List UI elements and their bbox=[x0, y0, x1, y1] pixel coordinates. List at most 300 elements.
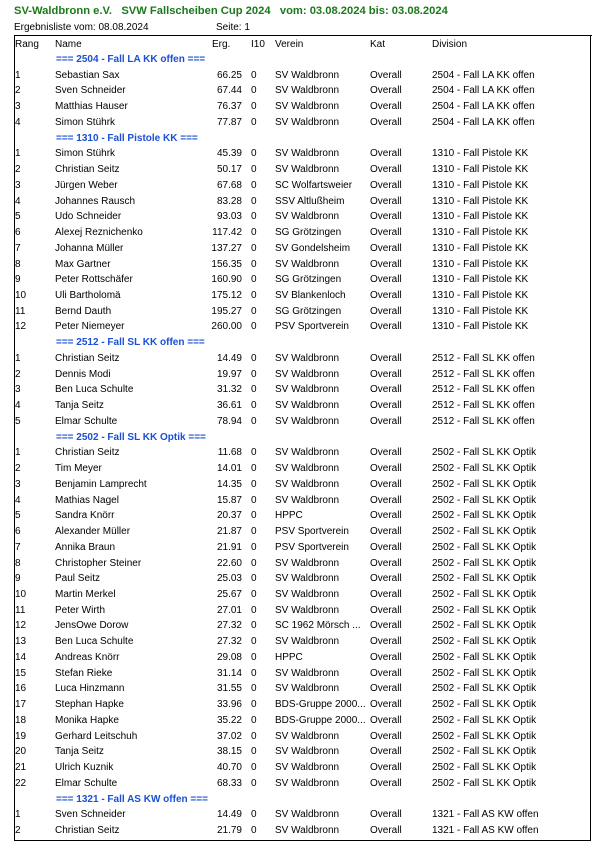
category-cell: Overall bbox=[370, 809, 402, 821]
category-cell: Overall bbox=[370, 478, 402, 490]
i10-cell: 0 bbox=[251, 777, 257, 789]
club-cell: HPPC bbox=[275, 651, 303, 663]
section-header bbox=[0, 131, 604, 147]
result-cell: 137.27 bbox=[211, 242, 242, 254]
division-cell: 2512 - Fall SL KK offen bbox=[432, 384, 535, 396]
result-cell: 36.61 bbox=[216, 400, 242, 412]
club-cell: SV Waldbronn bbox=[275, 415, 340, 427]
result-cell: 195.27 bbox=[211, 305, 242, 317]
division-cell: 1310 - Fall Pistole KK bbox=[432, 164, 529, 176]
column-header-erg: Erg. bbox=[212, 39, 231, 50]
rank-cell: 3 bbox=[15, 384, 21, 396]
result-cell: 156.35 bbox=[211, 258, 242, 270]
table-row bbox=[0, 776, 604, 792]
rank-cell: 7 bbox=[15, 242, 21, 254]
column-header-i10: I10 bbox=[251, 39, 265, 50]
division-cell: 1310 - Fall Pistole KK bbox=[432, 258, 529, 270]
table-row bbox=[0, 681, 604, 697]
division-cell: 2502 - Fall SL KK Optik bbox=[432, 667, 537, 679]
column-header-rang: Rang bbox=[15, 39, 39, 50]
table-row bbox=[0, 83, 604, 99]
name-cell: Paul Seitz bbox=[55, 573, 101, 585]
table-row bbox=[0, 288, 604, 304]
division-cell: 1310 - Fall Pistole KK bbox=[432, 195, 529, 207]
category-cell: Overall bbox=[370, 352, 402, 364]
i10-cell: 0 bbox=[251, 179, 257, 191]
club-cell: SV Waldbronn bbox=[275, 636, 340, 648]
division-cell: 1310 - Fall Pistole KK bbox=[432, 148, 529, 160]
i10-cell: 0 bbox=[251, 447, 257, 459]
club-cell: SV Waldbronn bbox=[275, 478, 340, 490]
name-cell: Simon Stührk bbox=[55, 116, 116, 128]
division-cell: 2502 - Fall SL KK Optik bbox=[432, 478, 537, 490]
rank-cell: 4 bbox=[15, 494, 21, 506]
rank-cell: 3 bbox=[15, 101, 21, 113]
name-cell: Luca Hinzmann bbox=[55, 683, 125, 695]
name-cell: Christian Seitz bbox=[55, 447, 120, 459]
column-header-verein: Verein bbox=[275, 39, 304, 50]
i10-cell: 0 bbox=[251, 321, 257, 333]
i10-cell: 0 bbox=[251, 415, 257, 427]
results-table bbox=[0, 52, 604, 839]
rank-cell: 5 bbox=[15, 211, 21, 223]
rank-cell: 10 bbox=[15, 588, 27, 600]
division-cell: 2504 - Fall LA KK offen bbox=[432, 116, 535, 128]
i10-cell: 0 bbox=[251, 85, 257, 97]
rank-cell: 5 bbox=[15, 415, 21, 427]
division-cell: 2502 - Fall SL KK Optik bbox=[432, 699, 537, 711]
division-cell: 1310 - Fall Pistole KK bbox=[432, 274, 529, 286]
result-cell: 38.15 bbox=[216, 746, 242, 758]
name-cell: Uli Bartholomä bbox=[55, 290, 121, 302]
i10-cell: 0 bbox=[251, 557, 257, 569]
division-cell: 2502 - Fall SL KK Optik bbox=[432, 604, 537, 616]
club-cell: SV Waldbronn bbox=[275, 573, 340, 585]
rank-cell: 2 bbox=[15, 368, 21, 380]
category-cell: Overall bbox=[370, 164, 402, 176]
category-cell: Overall bbox=[370, 321, 402, 333]
category-cell: Overall bbox=[370, 69, 402, 81]
club-cell: SV Blankenloch bbox=[275, 290, 346, 302]
club-cell: SG Grötzingen bbox=[275, 274, 342, 286]
category-cell: Overall bbox=[370, 824, 402, 836]
name-cell: Christian Seitz bbox=[55, 164, 120, 176]
i10-cell: 0 bbox=[251, 730, 257, 742]
table-row bbox=[0, 477, 604, 493]
i10-cell: 0 bbox=[251, 746, 257, 758]
category-cell: Overall bbox=[370, 573, 402, 585]
club-cell: SV Waldbronn bbox=[275, 447, 340, 459]
club-cell: SV Waldbronn bbox=[275, 368, 340, 380]
rank-cell: 1 bbox=[15, 809, 21, 821]
name-cell: JensOwe Dorow bbox=[55, 620, 129, 632]
name-cell: Johanna Müller bbox=[55, 242, 124, 254]
result-cell: 21.87 bbox=[216, 526, 242, 538]
rank-cell: 12 bbox=[15, 620, 27, 632]
name-cell: Simon Stührk bbox=[55, 148, 116, 160]
name-cell: Alexej Reznichenko bbox=[55, 227, 143, 239]
page-number-label: Seite: 1 bbox=[216, 22, 250, 33]
i10-cell: 0 bbox=[251, 148, 257, 160]
category-cell: Overall bbox=[370, 699, 402, 711]
table-row bbox=[0, 634, 604, 650]
category-cell: Overall bbox=[370, 730, 402, 742]
name-cell: Martin Merkel bbox=[55, 588, 116, 600]
table-row bbox=[0, 729, 604, 745]
rank-cell: 1 bbox=[15, 447, 21, 459]
table-row bbox=[0, 68, 604, 84]
i10-cell: 0 bbox=[251, 541, 257, 553]
result-cell: 77.87 bbox=[216, 116, 242, 128]
category-cell: Overall bbox=[370, 714, 402, 726]
name-cell: Elmar Schulte bbox=[55, 415, 118, 427]
name-cell: Sandra Knörr bbox=[55, 510, 115, 522]
result-cell: 22.60 bbox=[216, 557, 242, 569]
category-cell: Overall bbox=[370, 211, 402, 223]
name-cell: Stefan Rieke bbox=[55, 667, 113, 679]
i10-cell: 0 bbox=[251, 478, 257, 490]
category-cell: Overall bbox=[370, 116, 402, 128]
table-row bbox=[0, 115, 604, 131]
category-cell: Overall bbox=[370, 746, 402, 758]
table-row bbox=[0, 760, 604, 776]
club-cell: SV Waldbronn bbox=[275, 352, 340, 364]
club-cell: PSV Sportverein bbox=[275, 526, 349, 538]
category-cell: Overall bbox=[370, 258, 402, 270]
rank-cell: 2 bbox=[15, 164, 21, 176]
rank-cell: 11 bbox=[15, 604, 26, 616]
rank-cell: 11 bbox=[15, 305, 26, 317]
i10-cell: 0 bbox=[251, 258, 257, 270]
rank-cell: 3 bbox=[15, 179, 21, 191]
result-cell: 14.49 bbox=[216, 352, 242, 364]
club-cell: SV Waldbronn bbox=[275, 746, 340, 758]
rank-cell: 16 bbox=[15, 683, 27, 695]
i10-cell: 0 bbox=[251, 824, 257, 836]
i10-cell: 0 bbox=[251, 227, 257, 239]
club-cell: SV Waldbronn bbox=[275, 148, 340, 160]
table-row bbox=[0, 744, 604, 760]
club-cell: SV Waldbronn bbox=[275, 211, 340, 223]
table-row bbox=[0, 618, 604, 634]
table-row bbox=[0, 713, 604, 729]
rank-cell: 1 bbox=[15, 69, 21, 81]
name-cell: Jürgen Weber bbox=[55, 179, 118, 191]
rank-cell: 21 bbox=[15, 762, 27, 774]
division-cell: 2502 - Fall SL KK Optik bbox=[432, 463, 537, 475]
division-cell: 1310 - Fall Pistole KK bbox=[432, 227, 529, 239]
i10-cell: 0 bbox=[251, 588, 257, 600]
division-cell: 2502 - Fall SL KK Optik bbox=[432, 777, 537, 789]
rank-cell: 3 bbox=[15, 478, 21, 490]
rank-cell: 4 bbox=[15, 400, 21, 412]
table-row bbox=[0, 225, 604, 241]
category-cell: Overall bbox=[370, 85, 402, 97]
result-cell: 67.44 bbox=[216, 85, 242, 97]
name-cell: Udo Schneider bbox=[55, 211, 122, 223]
list-date-label: Ergebnisliste vom: 08.08.2024 bbox=[14, 22, 149, 33]
table-row bbox=[0, 178, 604, 194]
column-header-kat: Kat bbox=[370, 39, 386, 50]
category-cell: Overall bbox=[370, 588, 402, 600]
i10-cell: 0 bbox=[251, 400, 257, 412]
category-cell: Overall bbox=[370, 494, 402, 506]
name-cell: Elmar Schulte bbox=[55, 777, 118, 789]
division-cell: 2502 - Fall SL KK Optik bbox=[432, 730, 537, 742]
table-row bbox=[0, 587, 604, 603]
column-header-division: Division bbox=[432, 39, 468, 50]
category-cell: Overall bbox=[370, 290, 402, 302]
division-cell: 1310 - Fall Pistole KK bbox=[432, 321, 529, 333]
section-title: === 2504 - Fall LA KK offen === bbox=[56, 54, 206, 65]
name-cell: Johannes Rausch bbox=[55, 195, 136, 207]
rank-cell: 8 bbox=[15, 258, 21, 270]
table-row bbox=[0, 508, 604, 524]
club-cell: HPPC bbox=[275, 510, 303, 522]
table-row bbox=[0, 351, 604, 367]
category-cell: Overall bbox=[370, 667, 402, 679]
i10-cell: 0 bbox=[251, 305, 257, 317]
division-cell: 1310 - Fall Pistole KK bbox=[432, 290, 529, 302]
table-row bbox=[0, 398, 604, 414]
i10-cell: 0 bbox=[251, 620, 257, 632]
category-cell: Overall bbox=[370, 541, 402, 553]
result-cell: 25.03 bbox=[216, 573, 242, 585]
result-cell: 160.90 bbox=[211, 274, 242, 286]
club-cell: SV Waldbronn bbox=[275, 730, 340, 742]
name-cell: Annika Braun bbox=[55, 541, 116, 553]
division-cell: 1310 - Fall Pistole KK bbox=[432, 211, 529, 223]
result-cell: 27.32 bbox=[216, 620, 242, 632]
table-row bbox=[0, 445, 604, 461]
category-cell: Overall bbox=[370, 636, 402, 648]
club-cell: SG Grötzingen bbox=[275, 227, 342, 239]
i10-cell: 0 bbox=[251, 101, 257, 113]
rank-cell: 1 bbox=[15, 148, 21, 160]
club-cell: SV Waldbronn bbox=[275, 400, 340, 412]
list-info bbox=[14, 22, 250, 33]
category-cell: Overall bbox=[370, 762, 402, 774]
result-cell: 31.32 bbox=[216, 384, 242, 396]
i10-cell: 0 bbox=[251, 510, 257, 522]
result-cell: 19.97 bbox=[216, 368, 242, 380]
club-cell: SV Waldbronn bbox=[275, 762, 340, 774]
category-cell: Overall bbox=[370, 777, 402, 789]
result-cell: 67.68 bbox=[216, 179, 242, 191]
category-cell: Overall bbox=[370, 384, 402, 396]
i10-cell: 0 bbox=[251, 290, 257, 302]
section-header bbox=[0, 52, 604, 68]
table-row bbox=[0, 304, 604, 320]
rank-cell: 5 bbox=[15, 510, 21, 522]
i10-cell: 0 bbox=[251, 274, 257, 286]
division-cell: 2502 - Fall SL KK Optik bbox=[432, 762, 537, 774]
rank-cell: 18 bbox=[15, 714, 27, 726]
table-row bbox=[0, 257, 604, 273]
club-cell: SG Grötzingen bbox=[275, 305, 342, 317]
i10-cell: 0 bbox=[251, 211, 257, 223]
result-cell: 66.25 bbox=[216, 69, 242, 81]
division-cell: 2502 - Fall SL KK Optik bbox=[432, 573, 537, 585]
rank-cell: 2 bbox=[15, 463, 21, 475]
category-cell: Overall bbox=[370, 447, 402, 459]
category-cell: Overall bbox=[370, 305, 402, 317]
table-row bbox=[0, 194, 604, 210]
rank-cell: 9 bbox=[15, 274, 21, 286]
category-cell: Overall bbox=[370, 368, 402, 380]
result-cell: 14.49 bbox=[216, 809, 242, 821]
table-row bbox=[0, 146, 604, 162]
category-cell: Overall bbox=[370, 227, 402, 239]
category-cell: Overall bbox=[370, 179, 402, 191]
column-header-name: Name bbox=[55, 39, 82, 50]
result-cell: 68.33 bbox=[216, 777, 242, 789]
i10-cell: 0 bbox=[251, 384, 257, 396]
club-cell: SV Waldbronn bbox=[275, 604, 340, 616]
i10-cell: 0 bbox=[251, 683, 257, 695]
table-row bbox=[0, 556, 604, 572]
table-row bbox=[0, 414, 604, 430]
result-cell: 35.22 bbox=[216, 714, 242, 726]
division-cell: 2504 - Fall LA KK offen bbox=[432, 69, 535, 81]
result-cell: 260.00 bbox=[211, 321, 242, 333]
club-cell: SSV Altlußheim bbox=[275, 195, 345, 207]
club-cell: SC 1962 Mörsch ... bbox=[275, 620, 361, 632]
division-cell: 2502 - Fall SL KK Optik bbox=[432, 746, 537, 758]
rank-cell: 17 bbox=[15, 699, 27, 711]
i10-cell: 0 bbox=[251, 762, 257, 774]
i10-cell: 0 bbox=[251, 699, 257, 711]
name-cell: Bernd Dauth bbox=[55, 305, 112, 317]
category-cell: Overall bbox=[370, 148, 402, 160]
club-cell: SV Waldbronn bbox=[275, 557, 340, 569]
table-row bbox=[0, 272, 604, 288]
category-cell: Overall bbox=[370, 526, 402, 538]
club-cell: SV Gondelsheim bbox=[275, 242, 351, 254]
club-cell: SV Waldbronn bbox=[275, 588, 340, 600]
result-cell: 20.37 bbox=[216, 510, 242, 522]
category-cell: Overall bbox=[370, 415, 402, 427]
i10-cell: 0 bbox=[251, 352, 257, 364]
name-cell: Peter Rottschäfer bbox=[55, 274, 133, 286]
section-title: === 2512 - Fall SL KK offen === bbox=[56, 337, 205, 349]
i10-cell: 0 bbox=[251, 69, 257, 81]
rank-cell: 4 bbox=[15, 116, 21, 128]
division-cell: 1321 - Fall AS KW offen bbox=[432, 824, 539, 836]
result-cell: 83.28 bbox=[216, 195, 242, 207]
category-cell: Overall bbox=[370, 400, 402, 412]
result-cell: 175.12 bbox=[211, 290, 242, 302]
i10-cell: 0 bbox=[251, 164, 257, 176]
result-cell: 14.01 bbox=[216, 463, 242, 475]
club-cell: SV Waldbronn bbox=[275, 463, 340, 475]
section-title: === 1310 - Fall Pistole KK === bbox=[56, 132, 198, 144]
name-cell: Christopher Steiner bbox=[55, 557, 142, 569]
table-row bbox=[0, 823, 604, 839]
result-cell: 45.39 bbox=[216, 148, 242, 160]
category-cell: Overall bbox=[370, 195, 402, 207]
result-cell: 93.03 bbox=[216, 211, 242, 223]
i10-cell: 0 bbox=[251, 463, 257, 475]
i10-cell: 0 bbox=[251, 195, 257, 207]
table-row bbox=[0, 99, 604, 115]
club-cell: BDS-Gruppe 2000... bbox=[275, 699, 366, 711]
i10-cell: 0 bbox=[251, 526, 257, 538]
division-cell: 2512 - Fall SL KK offen bbox=[432, 368, 535, 380]
rank-cell: 7 bbox=[15, 541, 21, 553]
club-cell: SV Waldbronn bbox=[275, 494, 340, 506]
division-cell: 2502 - Fall SL KK Optik bbox=[432, 510, 537, 522]
division-cell: 2502 - Fall SL KK Optik bbox=[432, 636, 537, 648]
division-cell: 2502 - Fall SL KK Optik bbox=[432, 541, 537, 553]
i10-cell: 0 bbox=[251, 242, 257, 254]
table-row bbox=[0, 319, 604, 335]
table-row bbox=[0, 162, 604, 178]
result-cell: 50.17 bbox=[216, 164, 242, 176]
table-row bbox=[0, 807, 604, 823]
club-cell: SV Waldbronn bbox=[275, 69, 340, 81]
rank-cell: 4 bbox=[15, 195, 21, 207]
name-cell: Tim Meyer bbox=[55, 463, 102, 475]
table-row bbox=[0, 461, 604, 477]
division-cell: 2502 - Fall SL KK Optik bbox=[432, 494, 537, 506]
name-cell: Matthias Hauser bbox=[55, 101, 128, 113]
rank-cell: 1 bbox=[15, 352, 21, 364]
club-cell: BDS-Gruppe 2000... bbox=[275, 714, 366, 726]
club-cell: SV Waldbronn bbox=[275, 85, 340, 97]
category-cell: Overall bbox=[370, 620, 402, 632]
club-cell: PSV Sportverein bbox=[275, 541, 349, 553]
result-cell: 27.01 bbox=[216, 604, 242, 616]
division-cell: 2502 - Fall SL KK Optik bbox=[432, 683, 537, 695]
club-cell: SV Waldbronn bbox=[275, 777, 340, 789]
name-cell: Mathias Nagel bbox=[55, 494, 119, 506]
category-cell: Overall bbox=[370, 604, 402, 616]
name-cell: Ben Luca Schulte bbox=[55, 636, 134, 648]
i10-cell: 0 bbox=[251, 573, 257, 585]
i10-cell: 0 bbox=[251, 636, 257, 648]
result-cell: 78.94 bbox=[216, 415, 242, 427]
section-header bbox=[0, 430, 604, 446]
club-cell: SV Waldbronn bbox=[275, 101, 340, 113]
name-cell: Max Gartner bbox=[55, 258, 111, 270]
table-row bbox=[0, 603, 604, 619]
rank-cell: 10 bbox=[15, 290, 27, 302]
i10-cell: 0 bbox=[251, 714, 257, 726]
division-cell: 2504 - Fall LA KK offen bbox=[432, 85, 535, 97]
division-cell: 2512 - Fall SL KK offen bbox=[432, 352, 535, 364]
section-header bbox=[0, 335, 604, 351]
division-cell: 2502 - Fall SL KK Optik bbox=[432, 651, 537, 663]
category-cell: Overall bbox=[370, 101, 402, 113]
division-cell: 2502 - Fall SL KK Optik bbox=[432, 714, 537, 726]
name-cell: Sebastian Sax bbox=[55, 69, 120, 81]
name-cell: Peter Niemeyer bbox=[55, 321, 125, 333]
category-cell: Overall bbox=[370, 683, 402, 695]
name-cell: Monika Hapke bbox=[55, 714, 119, 726]
division-cell: 2512 - Fall SL KK offen bbox=[432, 415, 535, 427]
category-cell: Overall bbox=[370, 274, 402, 286]
rank-cell: 2 bbox=[15, 85, 21, 97]
table-row bbox=[0, 666, 604, 682]
division-cell: 2502 - Fall SL KK Optik bbox=[432, 620, 537, 632]
result-cell: 29.08 bbox=[216, 651, 242, 663]
club-cell: SV Waldbronn bbox=[275, 809, 340, 821]
division-cell: 1310 - Fall Pistole KK bbox=[432, 179, 529, 191]
result-cell: 21.91 bbox=[216, 541, 242, 553]
result-cell: 31.14 bbox=[216, 667, 242, 679]
table-row bbox=[0, 382, 604, 398]
